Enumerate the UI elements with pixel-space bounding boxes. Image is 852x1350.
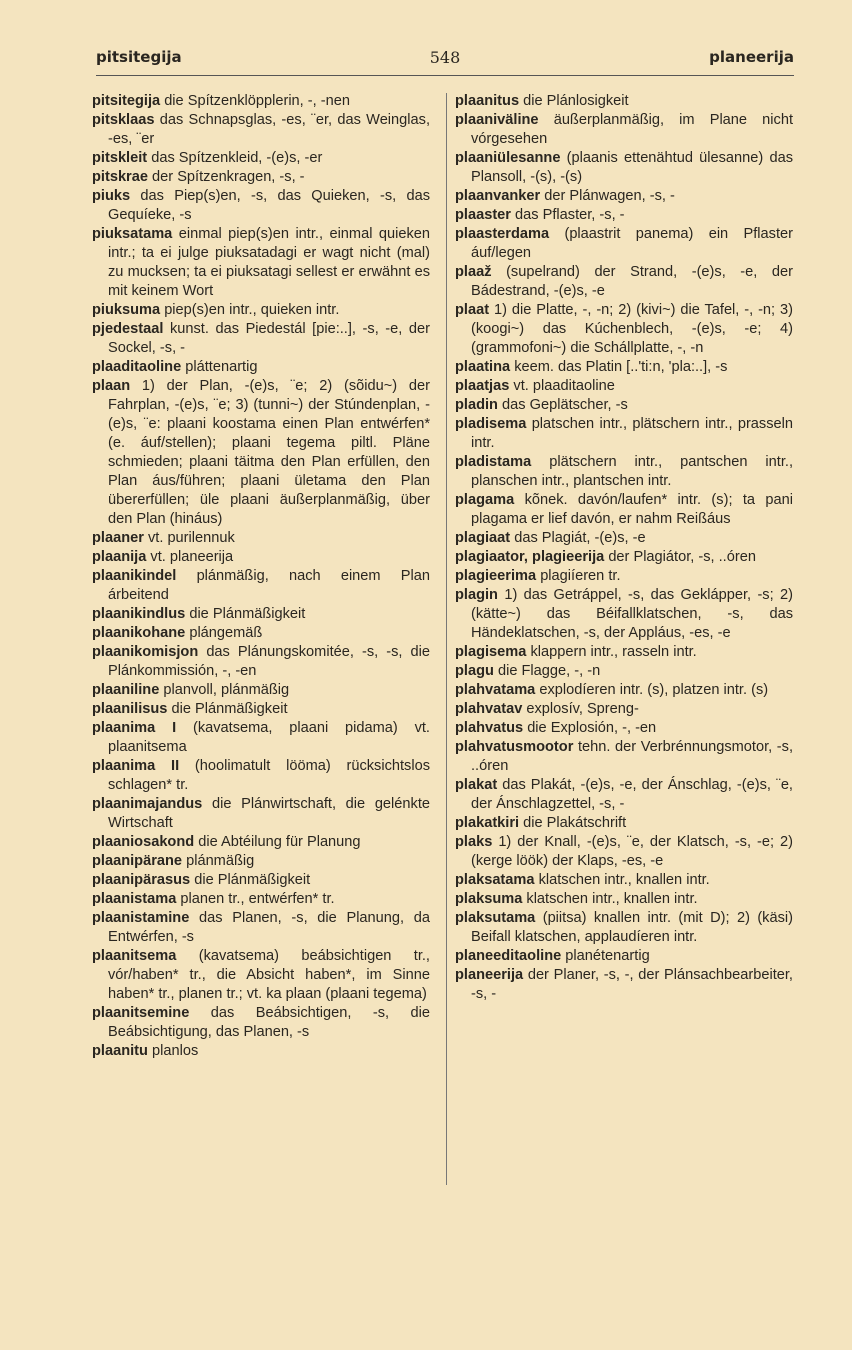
entry-definition: piep(s)en intr., quieken intr.: [164, 302, 340, 318]
entry-headword: plaanikohane: [92, 625, 186, 641]
dictionary-entry: [92, 149, 430, 168]
dictionary-entry: [92, 320, 430, 358]
entry-headword: pitsitegija: [92, 93, 161, 109]
entry-headword: plagisema: [455, 644, 527, 660]
dictionary-entry: [455, 111, 793, 149]
entry-headword: plaanitsema: [92, 948, 177, 964]
dictionary-entry: [455, 548, 793, 567]
dictionary-entry: [455, 377, 793, 396]
dictionary-entry: [455, 662, 793, 681]
entry-definition: das Pflaster, -s, -: [515, 207, 625, 223]
entry-definition: 1) die Platte, -, -n; 2) (kivi~) die Tafel, -, -n; 3) (koogi~) das Kúchenblech, -(e)s, -e; 4) (grammofoni~) die Schállplatte, -, -n: [471, 302, 793, 356]
entry-headword: plaatina: [455, 359, 511, 375]
entry-definition: die Explosión, -, -en: [527, 720, 657, 736]
entry-definition: vt. plaaditaoline: [513, 378, 615, 394]
entry-definition: kunst. das Piedestál [pie:..], -s, -e, der Sockel, -s, -: [108, 321, 431, 356]
entry-headword: plaanitu: [92, 1043, 148, 1059]
dictionary-entry: [455, 586, 793, 643]
entry-headword: plaanipärasus: [92, 872, 191, 888]
dictionary-entry: [92, 833, 430, 852]
dictionary-entry: [92, 624, 430, 643]
entry-definition: das Planen, -s, die Planung, da Entwérfen, -s: [108, 910, 430, 945]
dictionary-entry: [455, 567, 793, 586]
dictionary-entry: [455, 738, 793, 776]
entry-headword: plaksuma: [455, 891, 523, 907]
entry-headword: piuks: [92, 188, 131, 204]
entry-definition: tehn. der Verbrénnungsmotor, -s, ..óren: [471, 739, 793, 774]
dictionary-entry: [92, 168, 430, 187]
entry-definition: plätschern intr., pantschen intr., planschen intr., plantschen intr.: [471, 454, 793, 489]
entry-definition: plánmäßig, nach einem Plan árbeitend: [108, 568, 430, 603]
entry-definition: die Abtéilung für Planung: [198, 834, 361, 850]
dictionary-entry: [455, 529, 793, 548]
dictionary-entry: [455, 453, 793, 491]
entry-definition: plánmäßig: [186, 853, 255, 869]
dictionary-entry: [455, 947, 793, 966]
entry-definition: einmal piep(s)en intr., einmal quieken intr.; ta ei julge piuksatadagi er wagt nicht (mal) zu mucksen; ta ei piuksatagi sellest er erwähnt es mit keinem Wort: [108, 226, 430, 299]
entry-definition: planétenartig: [565, 948, 650, 964]
entry-definition: das Spítzenkleid, -(e)s, -er: [151, 150, 323, 166]
entry-headword: plahvatav: [455, 701, 523, 717]
entry-definition: die Plánmäßigkeit: [171, 701, 288, 717]
entry-headword: plaanitsemine: [92, 1005, 190, 1021]
entry-headword: piuksatama: [92, 226, 173, 242]
dictionary-entry: [455, 225, 793, 263]
entry-headword: plahvatama: [455, 682, 536, 698]
dictionary-entry: [455, 301, 793, 358]
entry-headword: plaanvanker: [455, 188, 541, 204]
column-divider: [446, 93, 447, 1185]
entry-definition: das Plagiát, -(e)s, -e: [514, 530, 646, 546]
dictionary-entry: [455, 643, 793, 662]
entry-definition: das Piep(s)en, -s, das Quieken, -s, das Gequíeke, -s: [108, 188, 430, 223]
entry-definition: die Spítzenklöpplerin, -, -nen: [164, 93, 350, 109]
dictionary-entry: [92, 92, 430, 111]
entry-headword: plaksutama: [455, 910, 536, 926]
dictionary-entry: [455, 149, 793, 187]
entry-headword: plaanitus: [455, 93, 520, 109]
entry-definition: der Planer, -s, -, der Plánsachbearbeiter, -s, -: [471, 967, 793, 1002]
dictionary-entry: [92, 700, 430, 719]
dictionary-entry: [92, 111, 430, 149]
entry-headword: plagieerima: [455, 568, 537, 584]
entry-definition: der Spítzenkragen, -s, -: [152, 169, 305, 185]
entry-headword: plaaster: [455, 207, 511, 223]
entry-headword: plagiaat: [455, 530, 511, 546]
dictionary-entry: [92, 187, 430, 225]
dictionary-entry: [92, 681, 430, 700]
entry-definition: (plaastrit panema) ein Pflaster áuf/legen: [471, 226, 793, 261]
entry-headword: pitsklaas: [92, 112, 155, 128]
entry-headword: plagiaator, plagieerija: [455, 549, 605, 565]
entry-definition: (kavatsema, plaani pidama) vt. plaanitsema: [108, 720, 430, 755]
dictionary-entry: [455, 396, 793, 415]
entry-headword: plagama: [455, 492, 515, 508]
entry-headword: plaanilisus: [92, 701, 168, 717]
dictionary-entry: [92, 377, 430, 529]
entry-definition: die Plánmäßigkeit: [194, 872, 311, 888]
header-left-guide-word: pitsitegija: [96, 48, 182, 66]
entry-definition: plángemäß: [189, 625, 263, 641]
entry-definition: das Plakát, -(e)s, -e, der Ánschlag, -(e)s, ¨e, der Ánschlagzettel, -s, -: [471, 777, 793, 812]
entry-headword: plaanikomisjon: [92, 644, 199, 660]
entry-definition: klatschen intr., knallen intr.: [526, 891, 698, 907]
dictionary-entry: [455, 719, 793, 738]
dictionary-entry: [92, 890, 430, 909]
entry-headword: plakat: [455, 777, 498, 793]
entry-headword: pitskleit: [92, 150, 148, 166]
entry-headword: plaanija: [92, 549, 147, 565]
header-rule: [96, 75, 794, 76]
entry-definition: klappern intr., rasseln intr.: [530, 644, 697, 660]
entry-definition: vt. purilennuk: [147, 530, 235, 546]
entry-headword: plahvatus: [455, 720, 524, 736]
entry-definition: pláttenartig: [185, 359, 258, 375]
dictionary-entry: [92, 225, 430, 301]
entry-definition: (supelrand) der Strand, -(e)s, -e, der Bádestrand, -(e)s, -e: [471, 264, 793, 299]
dictionary-entry: [455, 700, 793, 719]
entry-headword: plaaniosakond: [92, 834, 195, 850]
entry-definition: 1) der Plan, -(e)s, ¨e; 2) (sõidu~) der Fahrplan, -(e)s, ¨e; 3) (tunni~) der Stúndenplan, -(e)s, ¨e: plaani koostama einen Plan entwérfen* (e. áuf/stellen); plaani tegema piltl. Pläne schmieden; plaani täitma den Plan erfüllen, den Plan áus/führen; plaani ületama den Plan übererfüllen; üle plaani äußerplanmäßig, über den Plan (hináus): [108, 378, 430, 527]
entry-definition: das Geplätscher, -s: [502, 397, 628, 413]
entry-headword: plaaditaoline: [92, 359, 182, 375]
entry-definition: planen tr., entwérfen* tr.: [180, 891, 335, 907]
dictionary-entry: [455, 491, 793, 529]
header-right-guide-word: planeerija: [709, 48, 794, 66]
page-number: 548: [429, 48, 461, 67]
dictionary-entry: [455, 187, 793, 206]
dictionary-entry: [92, 852, 430, 871]
entry-headword: pitskrae: [92, 169, 148, 185]
dictionary-entry: [92, 947, 430, 1004]
entry-headword: plaasterdama: [455, 226, 550, 242]
entry-headword: plagu: [455, 663, 494, 679]
entry-headword: plaaniülesanne: [455, 150, 561, 166]
dictionary-entry: [92, 567, 430, 605]
entry-definition: keem. das Platin [..'ti:n, 'pla:..], -s: [514, 359, 728, 375]
entry-headword: plaksatama: [455, 872, 535, 888]
entry-definition: der Plánwagen, -s, -: [544, 188, 675, 204]
entry-definition: (piitsa) knallen intr. (mit D); 2) (käsi) Beifall klatschen, applaudíeren intr.: [471, 910, 793, 945]
entry-headword: pjedestaal: [92, 321, 164, 337]
dictionary-entry: [92, 719, 430, 757]
entry-headword: pladisema: [455, 416, 527, 432]
entry-definition: plagiíeren tr.: [540, 568, 621, 584]
entry-headword: piuksuma: [92, 302, 161, 318]
dictionary-entry: [455, 890, 793, 909]
entry-headword: plaanimajandus: [92, 796, 203, 812]
dictionary-entry: [455, 358, 793, 377]
dictionary-entry: [455, 92, 793, 111]
page-header: [96, 48, 794, 72]
entry-definition: klatschen intr., knallen intr.: [538, 872, 710, 888]
entry-definition: planlos: [152, 1043, 199, 1059]
entry-definition: das Plánungskomitée, -s, -s, die Plánkommissión, -, -en: [108, 644, 431, 679]
entry-headword: plagin: [455, 587, 498, 603]
entry-definition: die Flagge, -, -n: [497, 663, 601, 679]
entry-definition: (hoolimatult lööma) rücksichtslos schlagen* tr.: [108, 758, 430, 793]
dictionary-entry: [92, 301, 430, 320]
dictionary-entry: [92, 909, 430, 947]
entry-headword: plaanima II: [92, 758, 180, 774]
dictionary-entry: [92, 358, 430, 377]
entry-headword: plaks: [455, 834, 493, 850]
entry-definition: äußerplanmäßig, im Plane nicht vórgesehen: [471, 112, 794, 147]
entry-definition: platschen intr., plätschern intr., prasseln intr.: [471, 416, 793, 451]
entry-headword: plaanikindel: [92, 568, 177, 584]
entry-definition: das Schnapsglas, -es, ¨er, das Weinglas, -es, ¨er: [108, 112, 430, 147]
entry-definition: 1) der Knall, -(e)s, ¨e, der Klatsch, -s, -e; 2) (kerge löök) der Klaps, -es, -e: [471, 834, 793, 869]
dictionary-entry: [92, 529, 430, 548]
entry-headword: plaaž: [455, 264, 492, 280]
dictionary-entry: [92, 795, 430, 833]
entry-headword: planeeditaoline: [455, 948, 562, 964]
entry-definition: (kavatsema) beábsichtigen tr., vór/haben* tr., die Absicht haben*, im Sinne haben* tr., planen tr.; vt. ka plaan (plaani tegema): [108, 948, 430, 1002]
entry-headword: plahvatusmootor: [455, 739, 574, 755]
dictionary-entry: [455, 263, 793, 301]
entry-headword: plaan: [92, 378, 131, 394]
entry-headword: plaatjas: [455, 378, 510, 394]
entry-definition: explodíeren intr. (s), platzen intr. (s): [539, 682, 769, 698]
right-column: [455, 92, 793, 1004]
entry-definition: die Plánlosigkeit: [523, 93, 629, 109]
entry-headword: plakatkiri: [455, 815, 520, 831]
dictionary-entry: [92, 1042, 430, 1061]
dictionary-entry: [455, 776, 793, 814]
entry-headword: plaanistamine: [92, 910, 190, 926]
dictionary-entry: [92, 643, 430, 681]
entry-headword: pladin: [455, 397, 498, 413]
entry-definition: kõnek. davón/laufen* intr. (s); ta pani plagama er lief davón, er nahm Reißáus: [471, 492, 793, 527]
dictionary-entry: [92, 605, 430, 624]
entry-definition: explosív, Spreng-: [526, 701, 639, 717]
entry-headword: pladistama: [455, 454, 532, 470]
entry-definition: die Plánwirtschaft, die gelénkte Wirtschaft: [108, 796, 430, 831]
dictionary-entry: [455, 966, 793, 1004]
entry-headword: plaaniline: [92, 682, 160, 698]
entry-definition: planvoll, plánmäßig: [163, 682, 290, 698]
entry-headword: plaanikindlus: [92, 606, 186, 622]
dictionary-entry: [92, 871, 430, 890]
entry-definition: die Plánmäßigkeit: [189, 606, 306, 622]
dictionary-entry: [455, 206, 793, 225]
entry-definition: 1) das Getráppel, -s, das Geklápper, -s; 2) (kätte~) das Béifallklatschen, -s, das Händeklatschen, -s, der Appláus, -es, -e: [471, 587, 793, 641]
dictionary-entry: [455, 909, 793, 947]
entry-headword: plaaner: [92, 530, 144, 546]
dictionary-entry: [92, 548, 430, 567]
dictionary-entry: [92, 1004, 430, 1042]
left-column: [92, 92, 430, 1061]
entry-definition: vt. planeerija: [150, 549, 234, 565]
dictionary-entry: [455, 833, 793, 871]
entry-headword: plaanima I: [92, 720, 177, 736]
entry-headword: plaat: [455, 302, 490, 318]
entry-definition: (plaanis ettenähtud ülesanne) das Plansoll, -(s), -(s): [471, 150, 793, 185]
entry-headword: planeerija: [455, 967, 524, 983]
entry-definition: der Plagiátor, -s, ..óren: [608, 549, 756, 565]
entry-definition: das Beábsichtigen, -s, die Beábsichtigung, das Planen, -s: [108, 1005, 430, 1040]
entry-definition: die Plakátschrift: [523, 815, 627, 831]
entry-headword: plaaniväline: [455, 112, 539, 128]
entry-headword: plaanistama: [92, 891, 177, 907]
dictionary-entry: [455, 415, 793, 453]
dictionary-entry: [455, 681, 793, 700]
dictionary-entry: [92, 757, 430, 795]
dictionary-entry: [455, 814, 793, 833]
entry-headword: plaanipärane: [92, 853, 183, 869]
dictionary-entry: [455, 871, 793, 890]
